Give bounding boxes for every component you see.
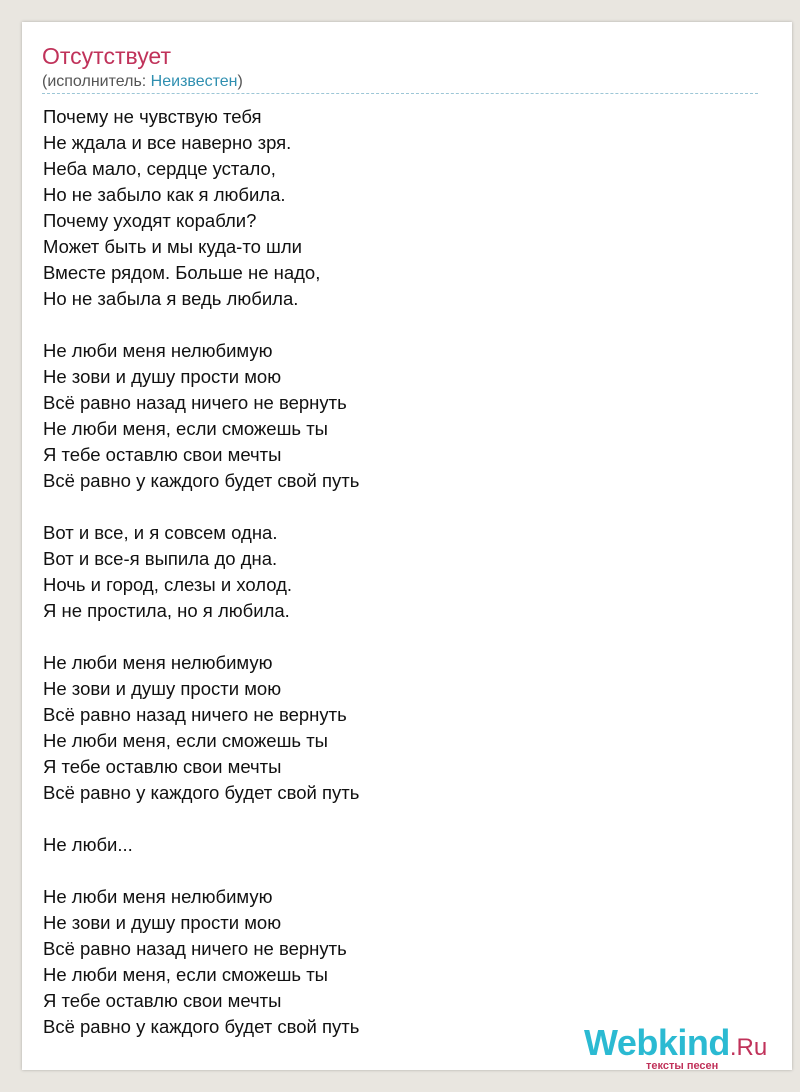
stanza <box>43 832 359 858</box>
stanza <box>43 884 359 1040</box>
song-title: Отсутствует <box>42 43 171 69</box>
lyric-line: Я тебе оставлю свои мечты <box>43 756 282 777</box>
artist-suffix: ) <box>237 73 243 90</box>
lyric-line: Вот и все, и я совсем одна. <box>43 522 278 543</box>
lyric-line: Не люби меня, если сможешь ты <box>43 964 328 985</box>
stanza <box>43 104 359 312</box>
lyric-line: Почему уходят корабли? <box>43 210 257 231</box>
lyric-line: Не люби меня нелюбимую <box>43 886 273 907</box>
artist-line <box>42 73 243 91</box>
lyric-line: Может быть и мы куда-то шли <box>43 236 302 257</box>
lyric-line: Всё равно назад ничего не вернуть <box>43 938 347 959</box>
stanza <box>43 650 359 806</box>
lyric-line: Всё равно назад ничего не вернуть <box>43 704 347 725</box>
site-logo[interactable] <box>584 1022 768 1072</box>
lyric-line: Не люби меня, если сможешь ты <box>43 730 328 751</box>
lyric-line: Не ждала и все наверно зря. <box>43 132 292 153</box>
lyric-line: Я не простила, но я любила. <box>43 600 290 621</box>
lyric-line: Не зови и душу прости мою <box>43 366 282 387</box>
title-divider <box>42 93 758 94</box>
lyric-line: Но не забыла я ведь любила. <box>43 288 299 309</box>
lyric-line: Не зови и душу прости мою <box>43 912 282 933</box>
lyric-line: Почему не чувствую тебя <box>43 106 262 127</box>
logo-tagline: тексты песен <box>646 1060 719 1072</box>
logo-wordmark: Webkind <box>584 1022 730 1063</box>
artist-link[interactable]: Неизвестен <box>150 73 238 90</box>
logo-domain: .Ru <box>729 1034 768 1061</box>
artist-prefix: (исполнитель: <box>42 73 151 90</box>
lyric-line: Я тебе оставлю свои мечты <box>43 990 282 1011</box>
lyric-line: Всё равно у каждого будет свой путь <box>43 1016 360 1037</box>
lyric-line: Всё равно назад ничего не вернуть <box>43 392 347 413</box>
lyric-line: Вот и все-я выпила до дна. <box>43 548 278 569</box>
lyric-line: Не зови и душу прости мою <box>43 678 282 699</box>
lyric-line: Всё равно у каждого будет свой путь <box>43 470 360 491</box>
lyric-line: Не люби... <box>43 834 133 855</box>
lyric-line: Вместе рядом. Больше не надо, <box>43 262 321 283</box>
lyric-line: Ночь и город, слезы и холод. <box>43 574 293 595</box>
lyric-line: Но не забыло как я любила. <box>43 184 286 205</box>
stanza <box>43 338 359 494</box>
lyric-line: Я тебе оставлю свои мечты <box>43 444 282 465</box>
lyric-line: Не люби меня нелюбимую <box>43 340 273 361</box>
lyric-line: Всё равно у каждого будет свой путь <box>43 782 360 803</box>
lyric-line: Неба мало, сердце устало, <box>43 158 276 179</box>
stanza <box>43 520 359 624</box>
lyrics-body <box>43 104 359 1066</box>
lyric-line: Не люби меня, если сможешь ты <box>43 418 328 439</box>
lyric-line: Не люби меня нелюбимую <box>43 652 273 673</box>
